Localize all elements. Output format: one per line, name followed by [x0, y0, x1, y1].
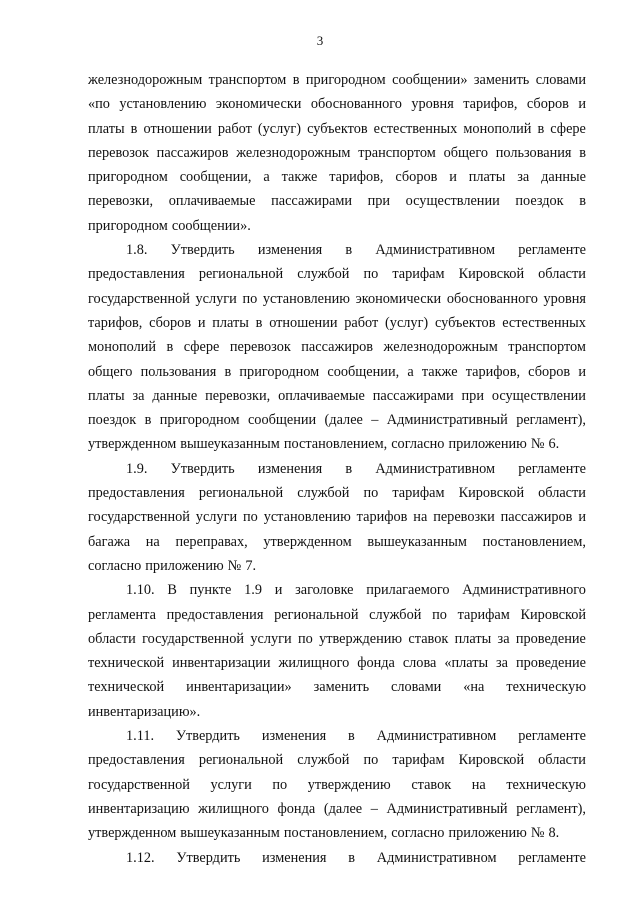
- text-line: монополий в сфере перевозок пассажиров железнодорожным транспортом: [88, 339, 586, 356]
- text-line: 1.8. Утвердить изменения в Административном регламенте: [126, 242, 586, 259]
- text-line: 1.9. Утвердить изменения в Административном регламенте: [126, 460, 586, 477]
- text-line: области государственной услуги по утверждению ставок платы за проведение: [88, 630, 586, 647]
- text-line: 1.10. В пункте 1.9 и заголовке прилагаемого Административного: [126, 582, 586, 599]
- text-line: технической инвентаризации жилищного фонда слова «платы за проведение: [88, 655, 586, 672]
- text-line: предоставления региональной службой по тарифам Кировской области: [88, 485, 586, 502]
- text-line: 1.12. Утвердить изменения в Административном регламенте: [126, 849, 586, 866]
- text-line: тарифов, сборов и платы в отношении работ (услуг) субъектов естественных: [88, 314, 586, 331]
- text-line: инвентаризацию жилищного фонда (далее – Административный регламент),: [88, 800, 586, 817]
- text-line: перевозок пассажиров железнодорожным транспортом общего пользования в: [88, 144, 586, 161]
- text-line: утвержденном вышеуказанным постановлением, согласно приложению № 6.: [88, 436, 560, 453]
- text-line: поездок в пригородном сообщении (далее – Административный регламент),: [88, 412, 586, 429]
- text-line: перевозки, оплачиваемые пассажирами при осуществлении поездок в: [88, 193, 586, 210]
- page-number: 3: [316, 33, 324, 48]
- text-line: государственной услуги по установлению экономически обоснованного уровня: [88, 290, 586, 307]
- text-line: 1.11. Утвердить изменения в Административном регламенте: [126, 728, 586, 745]
- text-line: пригородном сообщении, а также тарифов, сборов и платы за данные: [88, 169, 586, 186]
- text-line: предоставления региональной службой по тарифам Кировской области: [88, 752, 586, 769]
- text-line: предоставления региональной службой по тарифам Кировской области: [88, 266, 586, 283]
- text-line: платы за данные перевозки, оплачиваемые пассажирами при осуществлении: [88, 387, 586, 404]
- text-line: государственной услуги по установлению тарифов на перевозки пассажиров и: [88, 509, 586, 526]
- text-line: утвержденном вышеуказанным постановлением, согласно приложению № 8.: [88, 825, 560, 842]
- text-line: государственной услуги по утверждению ставок на техническую: [88, 776, 586, 793]
- text-line: багажа на переправах, утвержденном вышеуказанным постановлением,: [88, 533, 586, 550]
- text-line: пригородном сообщении».: [88, 217, 251, 234]
- text-line: согласно приложению № 7.: [88, 557, 257, 574]
- text-line: «по установлению экономически обоснованного уровня тарифов, сборов и: [88, 96, 586, 113]
- text-line: инвентаризацию».: [88, 703, 201, 720]
- text-line: технической инвентаризации» заменить словами «на техническую: [88, 679, 586, 696]
- text-line: регламента предоставления региональной службой по тарифам Кировской: [88, 606, 586, 623]
- text-line: платы в отношении работ (услуг) субъектов естественных монополий в сфере: [88, 120, 586, 137]
- text-line: общего пользования в пригородном сообщении, а также тарифов, сборов и: [88, 363, 586, 380]
- document-body: [88, 68, 586, 870]
- text-line: железнодорожным транспортом в пригородном сообщении» заменить словами: [88, 72, 586, 88]
